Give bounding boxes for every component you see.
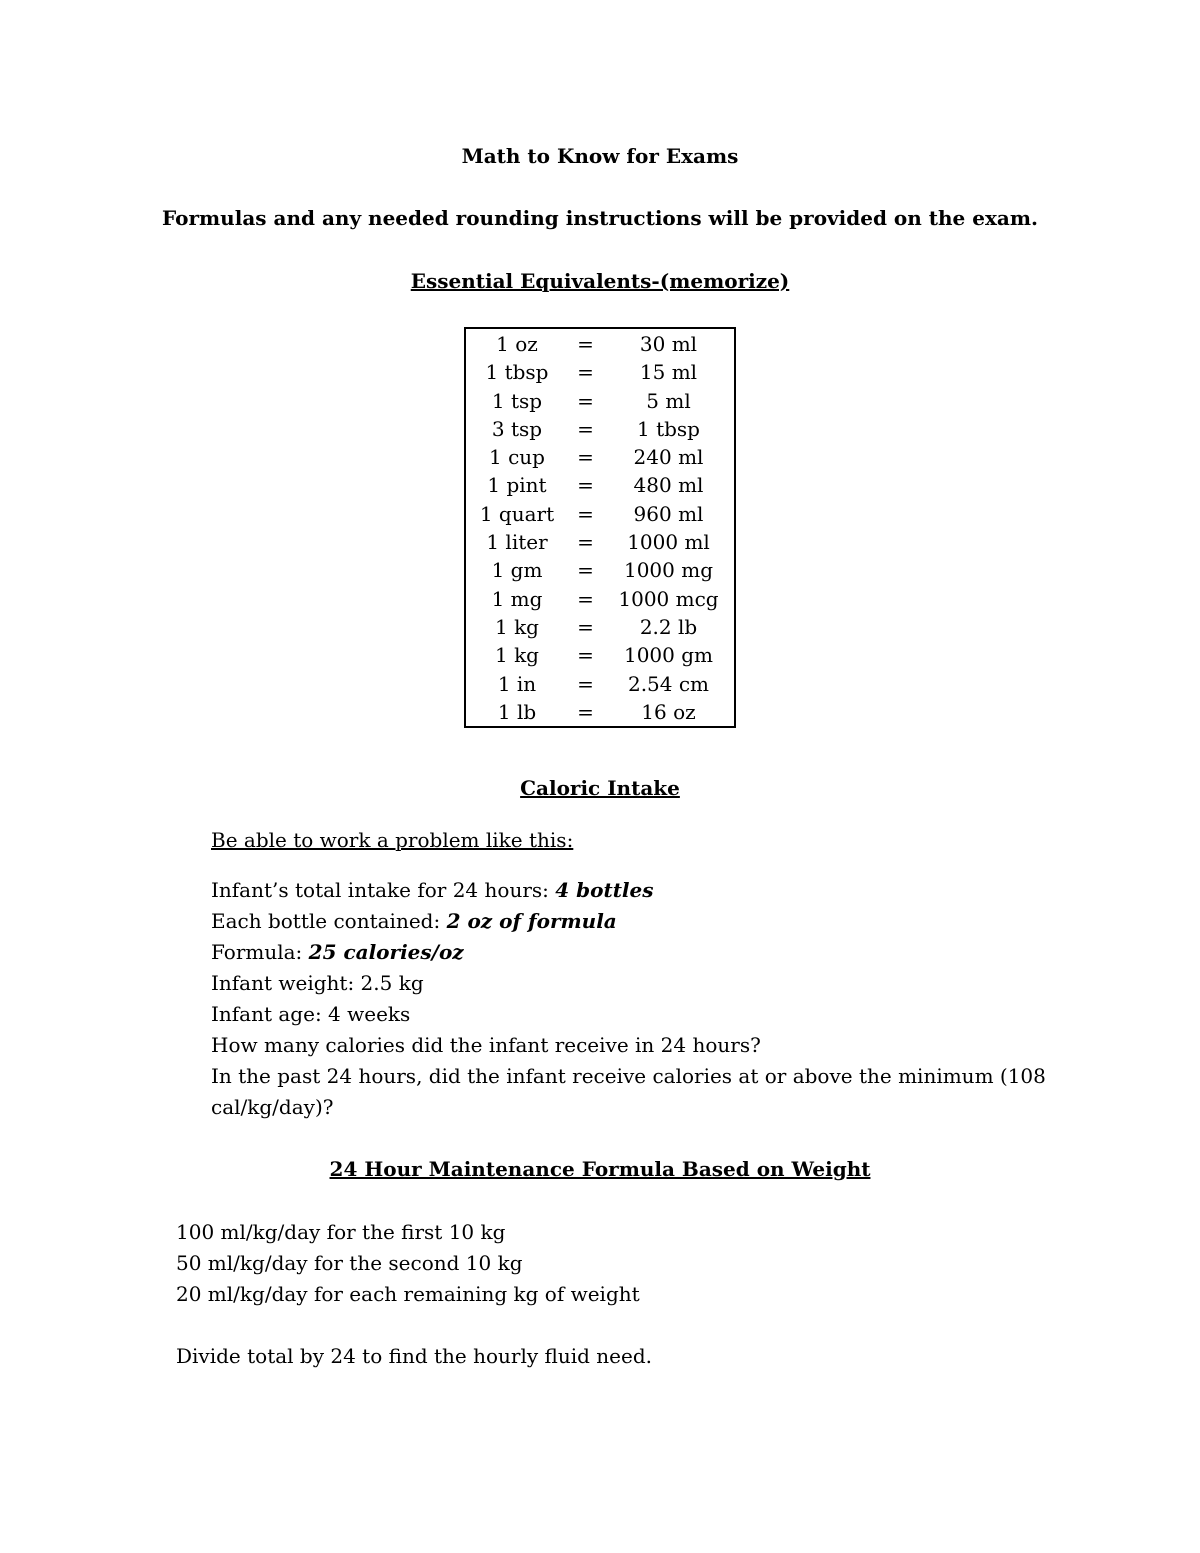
equivalent-right: 960 ml <box>633 501 704 526</box>
infant-age: Infant age: 4 weeks <box>211 1002 411 1026</box>
caloric-intro: Be able to work a problem like this: <box>211 828 574 852</box>
equivalent-right: 480 ml <box>633 473 704 498</box>
equals-sign: = <box>577 614 594 639</box>
equivalent-row <box>465 500 735 528</box>
equivalent-left: 1 gm <box>491 558 543 583</box>
equivalent-left: 1 oz <box>496 332 538 356</box>
maintenance-heading: 24 Hour Maintenance Formula Based on Weight <box>329 1157 871 1181</box>
equals-sign: = <box>577 699 594 724</box>
equivalent-left: 1 lb <box>497 699 537 724</box>
bottle-line <box>211 906 1046 937</box>
page-subtitle: Formulas and any needed rounding instructions will be provided on the exam. <box>162 206 1038 230</box>
equivalent-left: 1 pint <box>487 473 547 498</box>
equivalent-row <box>465 698 735 727</box>
equivalent-right: 30 ml <box>639 332 698 356</box>
equivalent-left: 3 tsp <box>491 416 543 441</box>
equivalents-heading: Essential Equivalents-(memorize) <box>410 269 790 293</box>
equivalent-row <box>465 415 735 443</box>
equivalent-left: 1 cup <box>489 445 545 470</box>
equivalents-table <box>464 327 736 728</box>
equivalent-row <box>465 641 735 669</box>
equivalent-right: 1000 gm <box>623 643 714 668</box>
equivalent-row <box>465 443 735 471</box>
equals-sign: = <box>577 473 594 498</box>
equivalent-right: 1000 mcg <box>618 586 719 611</box>
equivalent-row <box>465 613 735 641</box>
equivalent-row <box>465 528 735 556</box>
equals-sign: = <box>577 558 594 583</box>
equivalent-row <box>465 328 735 358</box>
page-title: Math to Know for Exams <box>461 144 739 168</box>
equals-sign: = <box>577 501 594 526</box>
equivalent-row <box>465 556 735 584</box>
intake-value: 4 bottles <box>555 878 654 902</box>
maintenance-note: Divide total by 24 to find the hourly fluid need. <box>176 1344 653 1368</box>
equals-sign: = <box>577 416 594 441</box>
equivalent-row <box>465 585 735 613</box>
equals-sign: = <box>577 671 594 696</box>
maintenance-line-second: 50 ml/kg/day for the second 10 kg <box>176 1251 523 1275</box>
equivalent-left: 1 kg <box>494 614 539 639</box>
infant-weight: Infant weight: 2.5 kg <box>211 971 424 995</box>
equals-sign: = <box>577 360 594 385</box>
equals-sign: = <box>577 530 594 555</box>
question-minimum-line1: In the past 24 hours, did the infant receive calories at or above the minimum (108 <box>211 1064 1046 1088</box>
caloric-problem <box>211 825 1046 1123</box>
formula-value: 25 calories/oz <box>308 940 464 964</box>
equals-sign: = <box>577 586 594 611</box>
equivalent-right: 1 tbsp <box>637 416 700 441</box>
equals-sign: = <box>577 332 594 356</box>
equivalent-right: 2.2 lb <box>639 614 698 639</box>
equivalent-right: 1000 ml <box>627 530 710 555</box>
equivalent-row <box>465 670 735 698</box>
intake-line <box>211 875 1046 906</box>
equivalent-right: 1000 mg <box>623 558 714 583</box>
equivalent-right: 240 ml <box>633 445 704 470</box>
equivalent-right: 15 ml <box>639 360 698 385</box>
equivalent-left: 1 kg <box>494 643 539 668</box>
equivalent-left: 1 quart <box>479 501 555 526</box>
maintenance-formula <box>176 1217 652 1372</box>
intake-label: Infant’s total intake for 24 hours: <box>211 878 556 902</box>
formula-label: Formula: <box>211 940 309 964</box>
equivalent-left: 1 tsp <box>491 388 543 413</box>
caloric-intake-heading: Caloric Intake <box>520 776 680 800</box>
equivalent-row <box>465 387 735 415</box>
question-calories: How many calories did the infant receive in 24 hours? <box>211 1033 761 1057</box>
question-minimum-line2: cal/kg/day)? <box>211 1095 334 1119</box>
bottle-label: Each bottle contained: <box>211 909 447 933</box>
equals-sign: = <box>577 643 594 668</box>
formula-line <box>211 937 1046 968</box>
maintenance-line-remaining: 20 ml/kg/day for each remaining kg of weight <box>176 1282 640 1306</box>
maintenance-line-first: 100 ml/kg/day for the first 10 kg <box>176 1220 506 1244</box>
equivalent-left: 1 tbsp <box>485 360 549 385</box>
bottle-value: 2 oz of formula <box>446 909 617 933</box>
equivalent-row <box>465 358 735 386</box>
equals-sign: = <box>577 388 594 413</box>
equivalent-right: 5 ml <box>646 388 691 413</box>
equals-sign: = <box>577 445 594 470</box>
equivalent-left: 1 liter <box>486 530 548 555</box>
equivalent-left: 1 in <box>497 671 537 696</box>
equivalent-left: 1 mg <box>491 586 543 611</box>
equivalent-right: 16 oz <box>641 699 696 724</box>
equivalent-right: 2.54 cm <box>627 671 710 696</box>
equivalent-row <box>465 471 735 499</box>
